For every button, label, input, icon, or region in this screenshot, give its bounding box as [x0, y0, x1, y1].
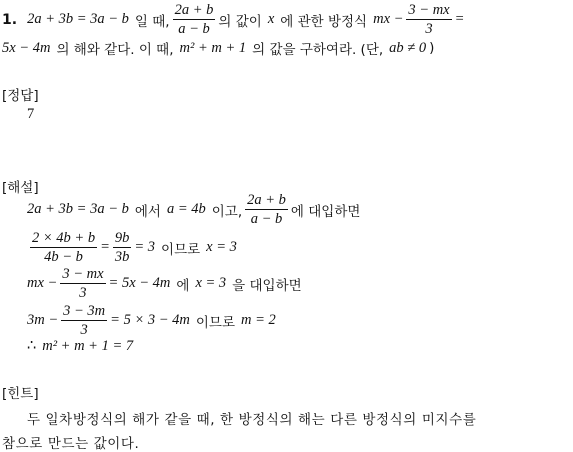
solution-line-1: 2a + 3b = 3a − b 에서 a = 4b 이고, $\frac{2a + b}{a - b}$ 에 대입하면	[27, 192, 361, 227]
question-text-2: 의 값이	[218, 13, 262, 30]
answer-value: 7	[27, 106, 35, 122]
hint-heading: [힌트]	[2, 386, 39, 402]
answer-heading: [정답]	[2, 88, 39, 104]
fraction-3-minus-mx: $\frac{3 - mx}{3}$	[408, 2, 450, 37]
solution-line-2: $\frac{2 \times 4b + b}{4b - b}$ = $\frac{9b}{3b}$ = 3 이므로 x = 3	[32, 230, 237, 265]
question-text-3: 에 관한 방정식	[280, 13, 368, 30]
condition: ab ≠ 0	[389, 39, 427, 56]
solution-fraction-4: $\frac{3 - mx}{3}$	[62, 266, 104, 301]
question-line-2	[2, 38, 434, 58]
hint-line-2: 참으로 만드는 값이다.	[2, 436, 140, 452]
hint-line-1: 두 일차방정식의 해가 같을 때, 한 방정식의 해는 다른 방정식의 미지수를	[27, 412, 477, 428]
solution-line-5	[27, 338, 133, 355]
solution-fraction-3: $\frac{9b}{3b}$	[114, 230, 130, 265]
given-equation: 2a + 3b = 3a − b	[27, 11, 129, 27]
question-text-1: 일 때,	[134, 13, 170, 30]
equation-right: 5x − 4m	[2, 39, 51, 56]
variable-x: x	[267, 11, 275, 27]
solution-fraction-5: $\frac{3 - 3m}{3}$	[63, 303, 106, 338]
question-text-5: 의 값을 구하여라. (단,	[252, 42, 384, 58]
therefore-symbol: ∴	[27, 338, 37, 354]
target-expression: m² + m + 1	[179, 39, 247, 56]
equation-left: mx −	[373, 11, 404, 27]
solution-line-3: mx − $\frac{3 - mx}{3}$ = 5x − 4m 에 x = 3 을 대입하면	[27, 266, 302, 301]
question-line-1	[2, 2, 464, 37]
question-number: 1.	[2, 11, 18, 28]
equals-sign: =	[454, 11, 465, 27]
fraction-2a-plus-b: $\frac{2a + b}{a - b}$	[174, 2, 214, 37]
solution-line-4: 3m − $\frac{3 - 3m}{3}$ = 5 × 3 − 4m 이므로 m = 2	[27, 303, 276, 338]
question-text-6: )	[429, 40, 435, 56]
solution-heading: [해설]	[2, 180, 39, 196]
final-result: m² + m + 1 = 7	[42, 338, 134, 354]
question-text-4: 의 해와 같다. 이 때,	[56, 42, 174, 58]
solution-fraction-1: $\frac{2a + b}{a - b}$	[247, 192, 286, 227]
solution-fraction-2: $\frac{2 \times 4b + b}{4b - b}$	[32, 230, 96, 265]
